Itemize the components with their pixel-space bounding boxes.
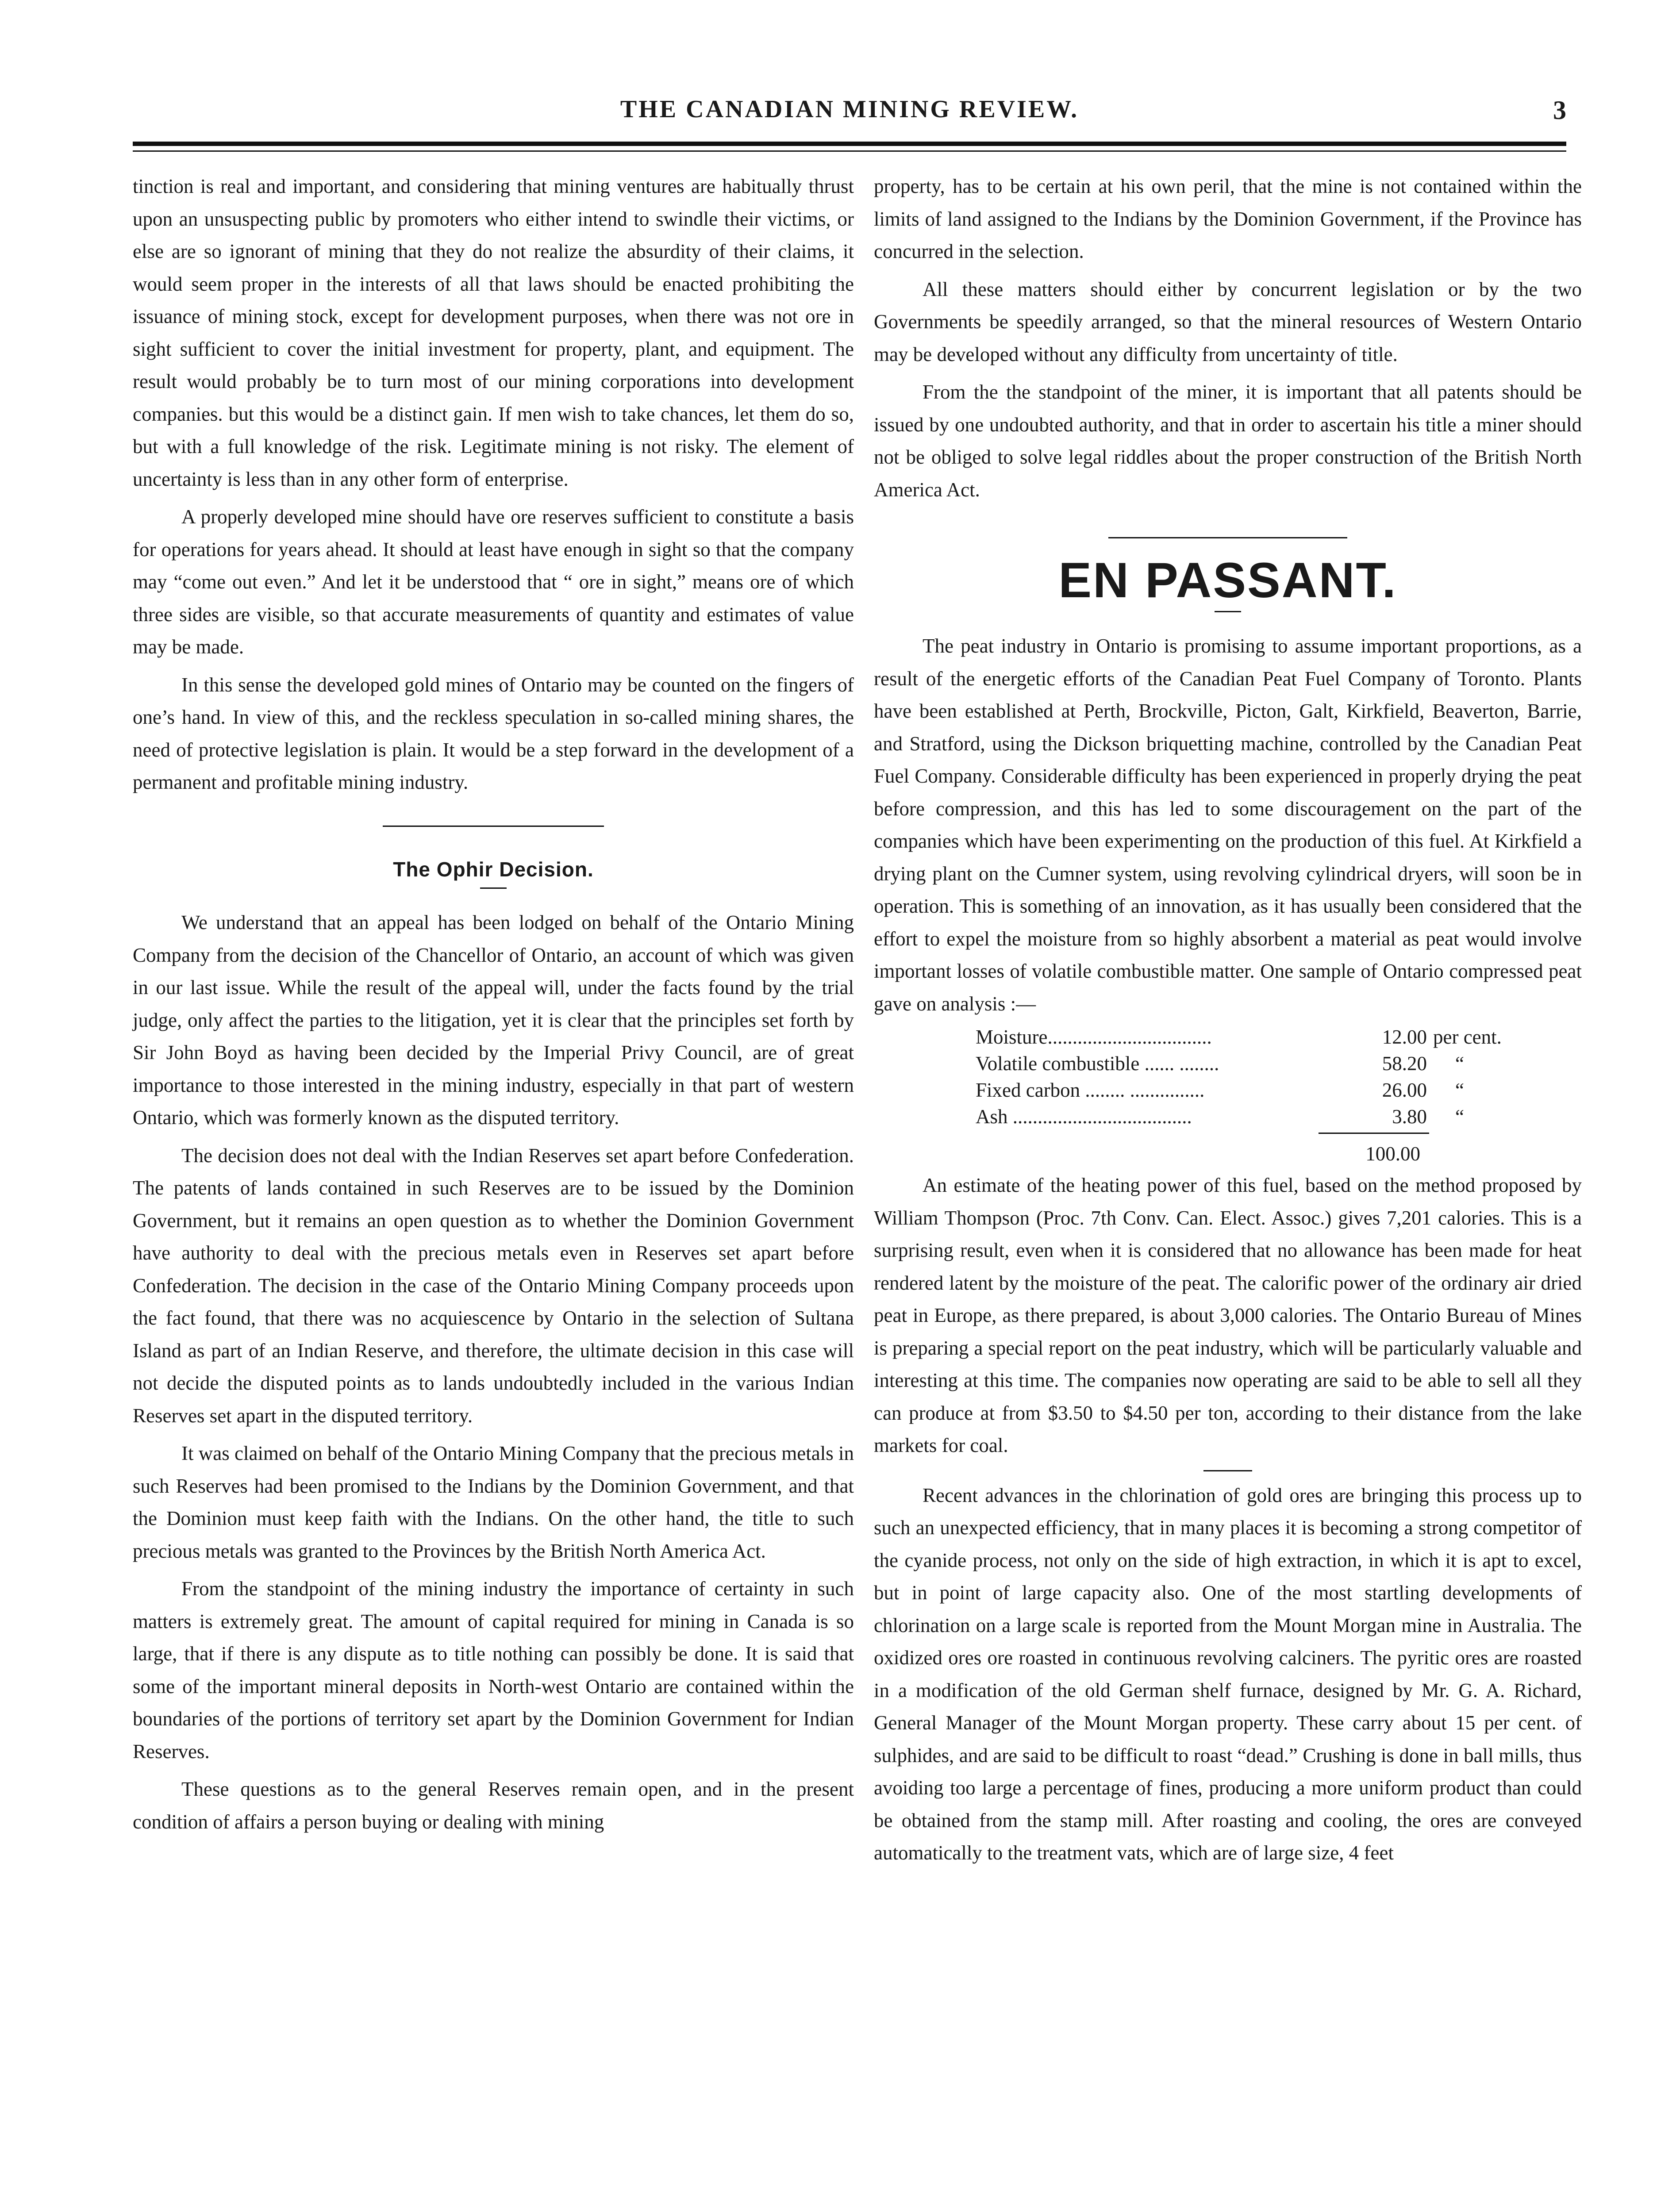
publication-title: THE CANADIAN MINING REVIEW. [620, 96, 1079, 123]
paragraph: The peat industry in Ontario is promising to assume important proportions, as a result of the energetic efforts of the Canadian Peat Fuel Company of Toronto. Plants have been established at Perth, Brockville, Picton, Galt, Kirkfield, Beaverton, Barrie, and Stratford, using the Dickson briquetting machine, controlled by the Canadian Peat Fuel Company. Considerable difficulty has been experienced in properly drying the peat before compression, and this has led to some discouragement on the part of the companies which have been experimenting on the production of this fuel. At Kirkfield a drying plant on the Cumner system, using revolving cylindrical dryers, will soon be in operation. This is something of an innovation, as it has usually been considered that the effort to expel the moisture from so highly absorbent a material as peat would involve important losses of volatile combustible matter. One sample of Ontario compressed peat gave on analysis :— [874, 635, 1582, 1015]
paragraph: tinction is real and important, and considering that mining ventures are habitually thrust upon an unsuspecting public by promoters who either intend to swindle their victims, or else are so ignorant of mining that they do not realize the absurdity of their claims, it would seem proper in the interests of all that laws should be enacted prohibiting the issuance of mining stock, except for development purposes, when there was not ore in sight sufficient to cover the initial investment for property, plant, and equipment. The result would probably be to turn most of our mining corporations into development companies. but this would be a distinct gain. If men wish to take chances, let them do so, but with a full knowledge of the risk. Legitimate mining is not risky. The element of uncertainty is less than in any other form of enterprise. [133, 175, 854, 490]
header-rule-thin [133, 150, 1566, 152]
paragraph: A properly developed mine should have ore reserves sufficient to constitute a basis for operations for years ahead. It should at least have enough in sight so that the company may “come out even.” And let it be understood that “ ore in sight,” means ore of which three sides are visible, so that accurate measurements of quantity and estimates of value may be made. [133, 506, 854, 658]
paragraph: These questions as to the general Reserves remain open, and in the present condition of affairs a person buying or dealing with mining [133, 1778, 854, 1833]
page-header [133, 95, 1566, 135]
paragraph: All these matters should either by concurrent legislation or by the two Governments be speedily arranged, so that the mineral resources of Western Ontario may be developed without any difficulty from uncertainty of title. [874, 278, 1582, 365]
analysis-label: Ash .................................... [976, 1106, 1192, 1128]
section-divider-short [1203, 1470, 1252, 1471]
analysis-unit: per cent. [1433, 1026, 1502, 1048]
left-column [133, 170, 854, 1838]
analysis-value: 12.00 [1382, 1026, 1427, 1048]
analysis-value: 58.20 [1382, 1052, 1427, 1075]
section-heading-en-passant: EN PASSANT. [1058, 553, 1397, 608]
paragraph: It was claimed on behalf of the Ontario Mining Company that the precious metals in such Reserves had been promised to the Indians by the Dominion Government, and that the Dominion must keep faith with the Indians. On the other hand, the title to such precious metals was granted to the Provinces by the British North America Act. [133, 1442, 854, 1562]
total-rule [1319, 1133, 1429, 1134]
analysis-label: Volatile combustible ...... ........ [976, 1052, 1219, 1075]
table-row [976, 1050, 1553, 1077]
paragraph: From the the standpoint of the miner, it is important that all patents should be issued by one undoubted authority, and that in order to ascertain his title a miner should not be obliged to solve legal riddles about the proper construction of the British North America Act. [874, 381, 1582, 501]
paragraph: Recent advances in the chlorination of gold ores are bringing this process up to such an unexpected efficiency, that in many places it is becoming a strong competitor of the cyanide process, not only on the side of high extraction, in which it is apt to excel, but in point of large capacity also. One of the most startling developments of chlorination on a large scale is reported from the Mount Morgan mine in Australia. The oxidized ores ore roasted in continuous revolving calciners. The pyritic ores are roasted in a modification of the old German shelf furnace, designed by Mr. G. A. Richard, General Manager of the Mount Morgan property. These carry about 15 per cent. of sulphides, and are said to be difficult to roast “dead.” Crushing is done in ball mills, thus avoiding too large a percentage of fines, producing a more uniform product than could be obtained from the stamp mill. After roasting and cooling, the ores are conveyed automatically to the treatment vats, which are of large size, 4 feet [874, 1484, 1582, 1864]
heading-underline [1215, 611, 1241, 612]
section-divider [383, 826, 604, 827]
analysis-value: 26.00 [1382, 1079, 1427, 1101]
paragraph: property, has to be certain at his own peril, that the mine is not contained within the limits of land assigned to the Indians by the Dominion Government, if the Province has concurred in the selection. [874, 175, 1582, 262]
peat-analysis-table [976, 1024, 1553, 1130]
header-rule-thick [133, 142, 1566, 146]
analysis-total: 100.00 [1365, 1143, 1420, 1165]
analysis-unit: “ [1455, 1052, 1464, 1075]
analysis-unit: “ [1455, 1106, 1464, 1128]
paragraph: We understand that an appeal has been lodged on behalf of the Ontario Mining Company from the decision of the Chancellor of Ontario, an account of which was given in our last issue. While the result of the appeal will, under the facts found by the trial judge, only affect the parties to the litigation, yet it is clear that the principles set forth by Sir John Boyd as having been decided by the Imperial Privy Council, are of great importance to those interested in the mining industry, especially in that part of western Ontario, which was formerly known as the disputed territory. [133, 911, 854, 1129]
table-row [976, 1103, 1553, 1130]
table-row [976, 1024, 1553, 1050]
paragraph: The decision does not deal with the Indian Reserves set apart before Confederation. The patents of lands contained in such Reserves are to be issued by the Dominion Government, but it remains an open question as to whether the Dominion Government have authority to deal with the precious metals even in Reserves set apart before Confederation. The decision in the case of the Ontario Mining Company proceeds upon the fact found, that there was no acquiescence by Ontario in the selection of Sultana Island as part of an Indian Reserve, and therefore, the ultimate decision in this case will not decide the disputed points as to lands undoubtedly included in the various Indian Reserves set apart in the disputed territory. [133, 1144, 854, 1427]
table-row [976, 1077, 1553, 1103]
section-heading-ophir: The Ophir Decision. [393, 857, 594, 881]
analysis-value: 3.80 [1392, 1106, 1427, 1128]
heading-underline [480, 887, 507, 889]
paragraph: In this sense the developed gold mines of Ontario may be counted on the fingers of one’s hand. In view of this, and the reckless speculation in so-called mining shares, the need of protective legislation is plain. It would be a step forward in the development of a permanent and profitable mining industry. [133, 673, 854, 793]
analysis-unit: “ [1455, 1079, 1464, 1101]
paragraph: An estimate of the heating power of this fuel, based on the method proposed by William Thompson (Proc. 7th Conv. Can. Elect. Assoc.) gives 7,201 calories. This is a surprising result, even when it is considered that no allowance has been made for heat rendered latent by the moisture of the peat. The calorific power of the ordinary air dried peat in Europe, as there prepared, is about 3,000 calories. The Ontario Bureau of Mines is preparing a special report on the peat industry, which will be particularly valuable and interesting at this time. The companies now operating are said to be able to sell all they can produce at from $3.50 to $4.50 per ton, according to their distance from the lake markets for coal. [874, 1174, 1582, 1456]
analysis-label: Fixed carbon ........ ............... [976, 1079, 1205, 1101]
section-divider [1108, 537, 1347, 538]
analysis-label: Moisture................................. [976, 1026, 1212, 1048]
paragraph: From the standpoint of the mining industry the importance of certainty in such matters is extremely great. The amount of capital required for mining in Canada is so large, that if there is any dispute as to title nothing can possibly be done. It is said that some of the important mineral deposits in North-west Ontario are contained within the boundaries of the portions of territory set apart by the Dominion Government for Indian Reserves. [133, 1578, 854, 1763]
page-number: 3 [1553, 96, 1566, 125]
right-column [874, 170, 1582, 1870]
